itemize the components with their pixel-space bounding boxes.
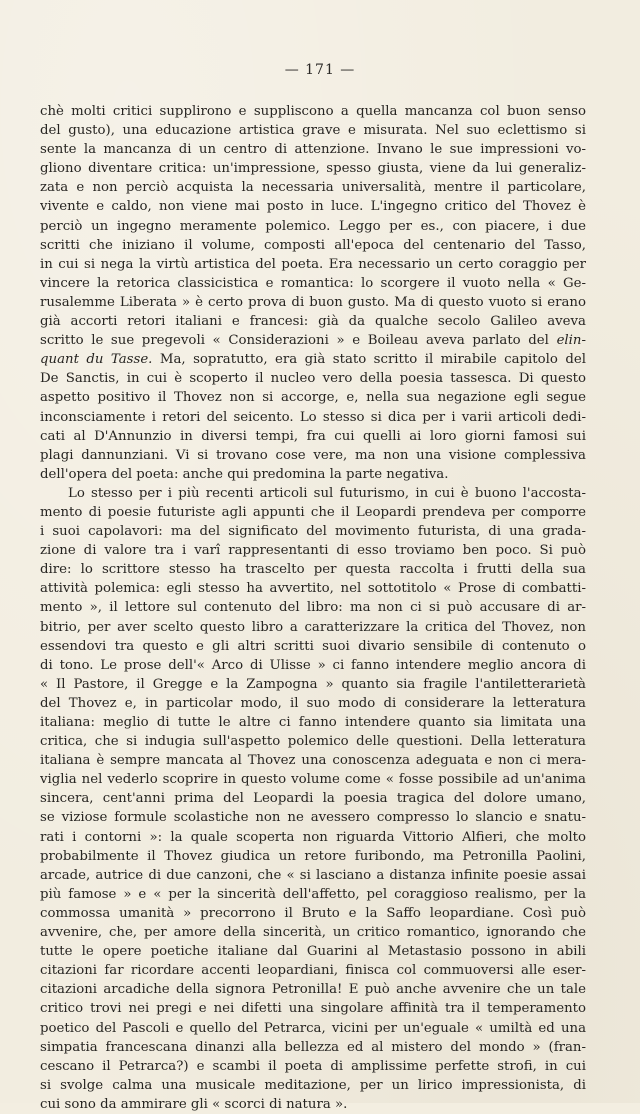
- text-line: simpatia francescana dinanzi alla bellezza ed al mistero del mondo » (fran-: [40, 1039, 586, 1055]
- text-line: rusalemme Liberata » è certo prova di buon gusto. Ma di questo vuoto si erano: [40, 294, 586, 310]
- text-line: rati i contorni »: la quale scoperta non riguarda Vittorio Alfieri, che molto: [40, 829, 586, 845]
- text-line: essendovi tra questo e gli altri scritti suoi divario sensibile di contenuto o: [40, 638, 586, 654]
- text-line: scritto le sue pregevoli « Considerazioni » e Boileau aveva parlato del elin-: [40, 333, 586, 349]
- text-line: si svolge calma una musicale meditazione, per un lirico impressionista, di: [40, 1077, 586, 1093]
- text-line: inconsciamente i retori del seicento. Lo stesso si dica per i varii articoli dedi-: [40, 409, 586, 425]
- text-line: zione di valore tra i varî rappresentanti di esso troviamo ben poco. Si può: [40, 543, 586, 559]
- text-line: zata e non perciò acquista la necessaria universalità, mentre il particolare,: [40, 180, 586, 196]
- text-line: italiana è sempre mancata al Thovez una conoscenza adeguata e non ci mera-: [40, 753, 586, 769]
- text-line: De Sanctis, in cui è scoperto il nucleo vero della poesia tassesca. Di questo: [40, 371, 586, 387]
- text-line: vivente e caldo, non viene mai posto in luce. L'ingegno critico del Thovez è: [40, 199, 586, 215]
- text-line: commossa umanità » precorrono il Bruto e la Saffo leopardiane. Così può: [40, 905, 586, 921]
- text-line: sincera, cent'anni prima del Leopardi la poesia tragica del dolore umano,: [40, 791, 586, 807]
- text-line: chè molti critici supplirono e suppliscono a quella mancanza col buon senso: [40, 104, 586, 119]
- text-line: cescano il Petrarca?) e scambi il poeta di amplissime perfette strofi, in cui: [40, 1058, 586, 1074]
- text-line: poetico del Pascoli e quello del Petrarca, vicini per un'eguale « umiltà ed una: [40, 1020, 586, 1036]
- text-line: in cui si nega la virtù artistica del poeta. Era necessario un certo coraggio per: [40, 256, 586, 272]
- text-line: cati al D'Annunzio in diversi tempi, fra cui quelli ai loro giorni famosi sui: [40, 428, 586, 444]
- body-text: [40, 102, 586, 1114]
- text-line: scritti che iniziano il volume, composti all'epoca del centenario del Tasso,: [40, 237, 586, 253]
- text-line: viglia nel vederlo scoprire in questo volume come « fosse possibile ad un'anima: [40, 772, 586, 788]
- text-line: del Thovez e, in particolar modo, il suo modo di considerare la letteratura: [40, 695, 586, 711]
- text-line: italiana: meglio di tutte le altre ci fanno intendere quanto sia limitata una: [40, 715, 586, 730]
- text-line: quant du Tasse. Ma, sopratutto, era già stato scritto il mirabile capitolo del: [40, 352, 586, 368]
- text-line: aspetto positivo il Thovez non si accorge, e, nella sua negazione egli segue: [40, 390, 586, 406]
- text-line: dire: lo scrittore stesso ha trascelto per questa raccolta i frutti della sua: [40, 562, 586, 578]
- text-line: citazioni far ricordare accenti leopardiani, finisca col commuoversi alle eser-: [40, 963, 586, 979]
- text-line: critica, che si indugia sull'aspetto polemico delle questioni. Della letteratura: [40, 734, 586, 750]
- text-line: più famose » e « per la sincerità dell'affetto, pel coraggioso realismo, per la: [40, 886, 586, 902]
- text-line: tutte le opere poetiche italiane dal Guarini al Metastasio possono in abili: [40, 944, 586, 960]
- text-line: già accorti retori italiani e francesi: già da qualche secolo Galileo aveva: [40, 314, 586, 330]
- text-line: citazioni arcadiche della signora Petronilla! E può anche avvenire che un tale: [40, 982, 586, 998]
- text-line: « Il Pastore, il Gregge e la Zampogna » quanto sia fragile l'antiletterarietà: [40, 676, 586, 692]
- text-line: cui sono da ammirare gli « scorci di natura ».: [40, 1096, 348, 1112]
- text-line: di tono. Le prose dell'« Arco di Ulisse » ci fanno intendere meglio ancora di: [40, 657, 586, 673]
- text-line: se viziose formule scolastiche non ne avessero compresso lo slancio e snatu-: [40, 810, 586, 826]
- text-line: perciò un ingegno meramente polemico. Leggo per es., con piacere, i due: [40, 218, 586, 234]
- text-line: i suoi capolavori: ma del significato del movimento futurista, di una grada-: [40, 524, 586, 540]
- text-line: dell'opera del poeta: anche qui predomina la parte negativa.: [40, 466, 449, 482]
- text-line: critico trovi nei pregi e nei difetti una singolare affinità tra il temperamento: [40, 1001, 586, 1017]
- text-line: arcade, autrice di due canzoni, che « si lasciano a distanza infinite poesie assai: [40, 867, 586, 883]
- text-line: avvenire, che, per amore della sincerità, un critico romantico, ignorando che: [40, 925, 586, 941]
- text-line: plagi dannunziani. Vi si trovano cose vere, ma non una visione complessiva: [40, 447, 586, 463]
- text-line: Lo stesso per i più recenti articoli sul futurismo, in cui è buono l'accosta-: [68, 485, 586, 501]
- text-line: mento di poesie futuriste agli appunti che il Leopardi prendeva per comporre: [40, 504, 586, 520]
- text-line: attività polemica: egli stesso ha avvertito, nel sottotitolo « Prose di combatti-: [40, 581, 586, 597]
- text-line: sente la mancanza di un centro di attenzione. Invano le sue impressioni vo-: [40, 142, 586, 158]
- text-line: bitrio, per aver scelto questo libro a caratterizzare la critica del Thovez, non: [40, 619, 586, 635]
- text-line: mento », il lettore sul contenuto del libro: ma non ci si può accusare di ar-: [40, 600, 586, 616]
- text-line: del gusto), una educazione artistica grave e misurata. Nel suo eclettismo si: [40, 123, 586, 139]
- page-number: — 171 —: [284, 62, 356, 78]
- text-line: probabilmente il Thovez giudica un retore furibondo, ma Petronilla Paolini,: [40, 848, 586, 864]
- text-line: gliono diventare critica: un'impressione, spesso giusta, viene da lui generaliz-: [40, 161, 586, 177]
- text-line: vincere la retorica classicistica e romantica: lo scorgere il vuoto nella « Ge-: [40, 275, 586, 291]
